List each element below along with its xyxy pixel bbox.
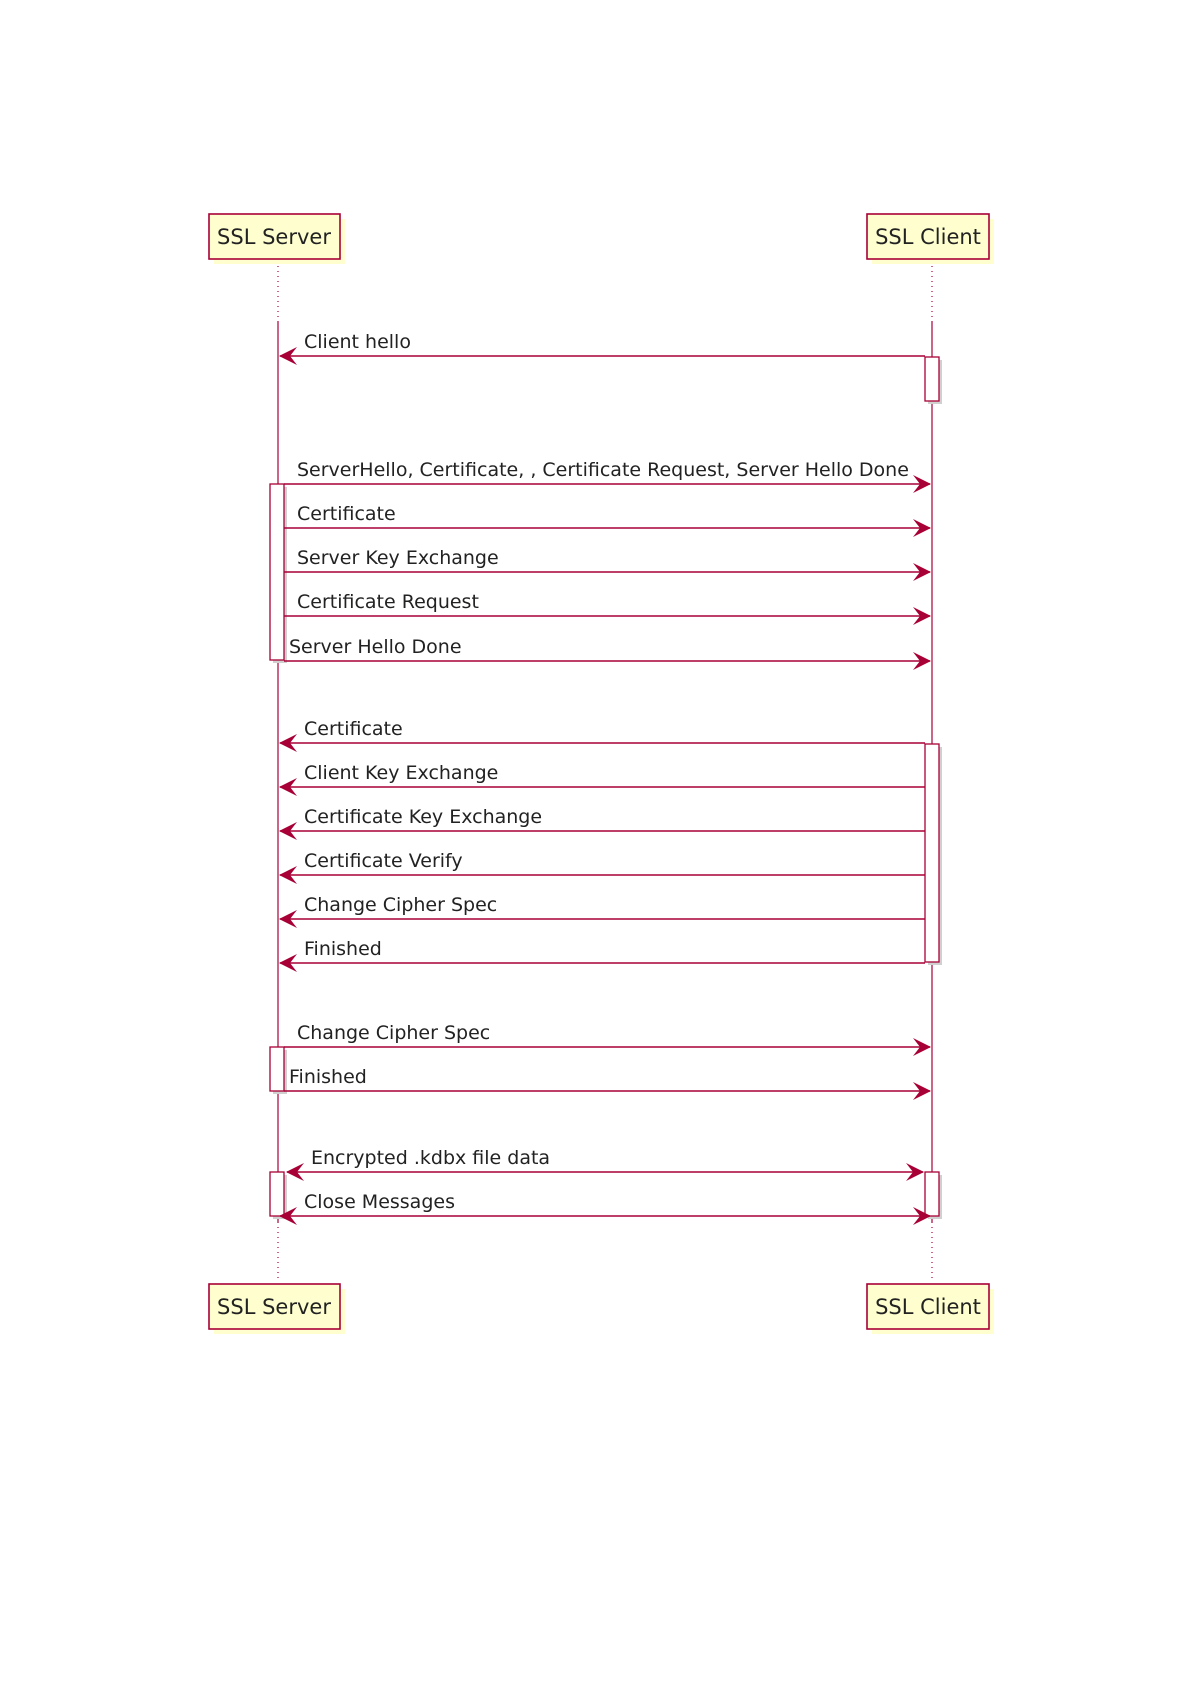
message-client-hello (279, 331, 925, 365)
message-label: Certificate (297, 503, 396, 525)
message-label: Client hello (304, 331, 411, 353)
participant-server-top (209, 214, 345, 264)
message-label: Client Key Exchange (304, 762, 499, 784)
server-activation-3 (270, 1172, 284, 1216)
message-server-key-exchange (284, 547, 931, 581)
message-label: Close Messages (304, 1191, 455, 1213)
message-server-finished (284, 1066, 931, 1100)
message-server-change-cipher-spec (284, 1022, 931, 1056)
message-label: Encrypted .kdbx file data (311, 1147, 551, 1169)
participant-client-bottom-label: SSL Client (875, 1295, 981, 1319)
message-label: Server Hello Done (289, 636, 462, 658)
client-activation-1 (925, 357, 939, 401)
participant-server-bottom (209, 1284, 345, 1334)
message-client-finished (279, 938, 925, 972)
message-encrypted-kdbx-data (286, 1147, 924, 1181)
message-label: Server Key Exchange (297, 547, 499, 569)
message-label: ServerHello, Certificate, , Certificate Request, Server Hello Done (297, 459, 909, 481)
message-label: Finished (304, 938, 382, 960)
message-client-key-exchange (279, 762, 925, 796)
message-certificate-verify (279, 850, 925, 884)
message-label: Certificate Key Exchange (304, 806, 543, 828)
message-label: Change Cipher Spec (297, 1022, 491, 1044)
message-label: Finished (289, 1066, 367, 1088)
message-certificate-key-exchange (279, 806, 925, 840)
message-server-hello-done (284, 636, 931, 670)
message-label: Certificate (304, 718, 403, 740)
client-activation-3 (925, 1172, 939, 1216)
message-client-certificate (279, 718, 925, 752)
message-serverhello-bundle (284, 459, 931, 493)
participant-server-top-label: SSL Server (217, 225, 331, 249)
client-activation-2 (925, 744, 939, 962)
participant-client-top (867, 214, 994, 264)
participant-server-bottom-label: SSL Server (217, 1295, 331, 1319)
server-activation-2 (270, 1047, 284, 1091)
server-activation-1 (270, 484, 284, 660)
message-label: Certificate Request (297, 591, 479, 613)
message-label: Certificate Verify (304, 850, 463, 872)
participant-client-top-label: SSL Client (875, 225, 981, 249)
activation-bars (270, 357, 942, 1219)
message-label: Change Cipher Spec (304, 894, 498, 916)
message-certificate-request (284, 591, 931, 625)
message-close-messages (279, 1191, 931, 1225)
message-client-change-cipher-spec (279, 894, 925, 928)
message-server-certificate (284, 503, 931, 537)
participant-client-bottom (867, 1284, 994, 1334)
